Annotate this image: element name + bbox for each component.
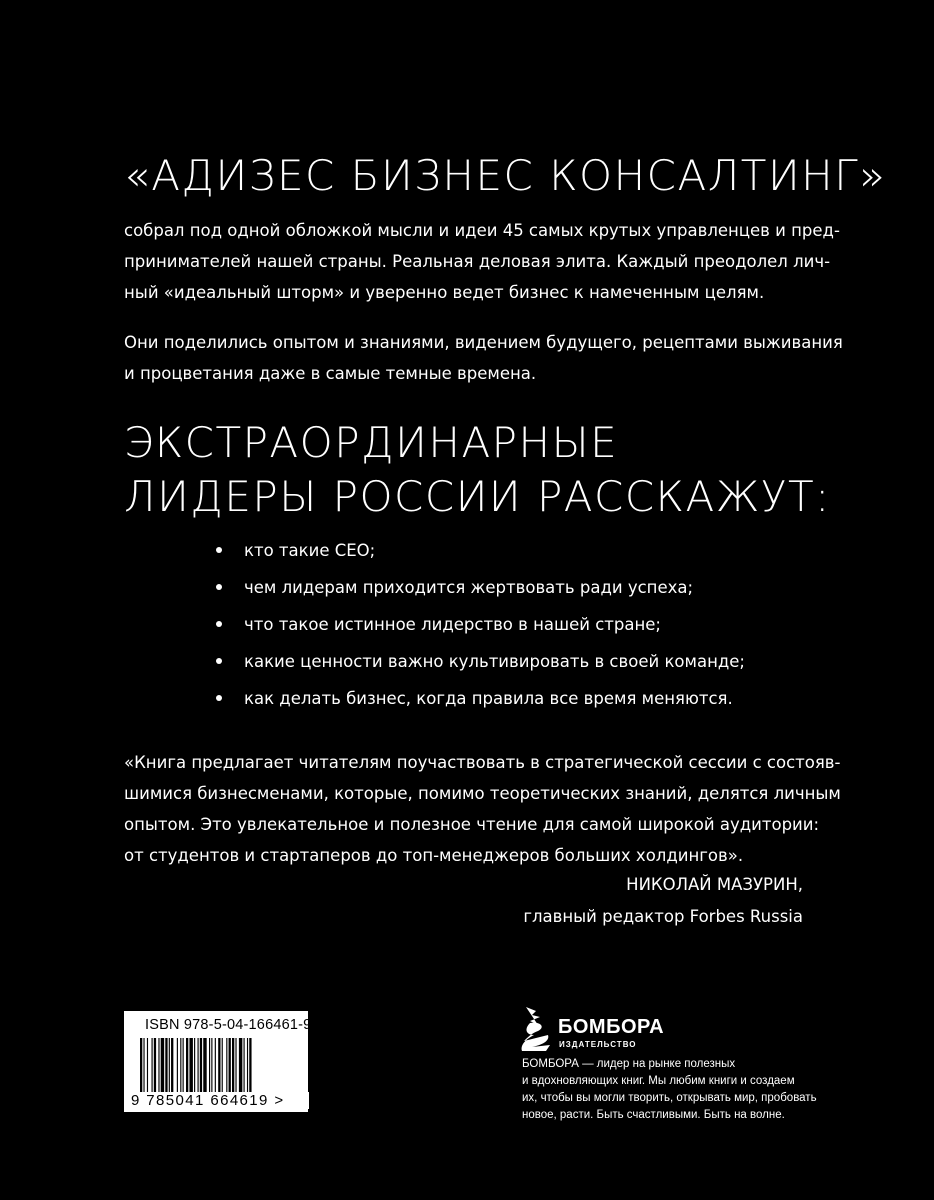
shared-paragraph xyxy=(124,327,843,389)
intro-line: принимателей нашей страны. Реальная деловая элита. Каждый преодолел лич- xyxy=(124,252,831,271)
bullet-icon xyxy=(216,584,222,590)
headline: «АДИЗЕС БИЗНЕС КОНСАЛТИНГ» xyxy=(124,151,887,200)
subheadline xyxy=(124,416,844,524)
bullet-icon xyxy=(216,621,222,627)
quote-line: «Книга предлагает читателям поучаствовать в стратегической сессии с состояв- xyxy=(124,753,841,772)
barcode xyxy=(124,1011,312,1112)
about-line: и вдохновляющих книг. Мы любим книги и создаем xyxy=(522,1075,795,1087)
isbn-number: ISBN 978-5-04-166461-9 xyxy=(145,1017,312,1033)
quote-line: от студентов и стартаперов до топ-менеджеров больших холдингов». xyxy=(124,846,744,865)
topics-list xyxy=(214,532,745,717)
shared-line: Они поделились опытом и знаниями, видением будущего, рецептами выживания xyxy=(124,333,843,352)
bullet-icon xyxy=(216,547,222,553)
intro-line: ный «идеальный шторм» и уверенно ведет бизнес к намеченным целям. xyxy=(124,283,765,302)
review-quote xyxy=(124,747,841,871)
publisher-name: БОМБОРА xyxy=(558,1016,665,1038)
quote-author xyxy=(523,869,803,933)
subheadline-line: ЛИДЕРЫ РОССИИ РАССКАЖУТ: xyxy=(124,472,831,521)
author-title: главный редактор Forbes Russia xyxy=(523,907,803,926)
intro-line: собрал под одной обложкой мысли и идеи 45 самых крутых управленцев и пред- xyxy=(124,221,840,240)
quote-line: шимися бизнесменами, которые, помимо теоретических знаний, делятся личным xyxy=(124,784,841,803)
list-item: чем лидерам приходится жертвовать ради успеха; xyxy=(214,569,745,606)
ean-number: 9 785041 664619 > xyxy=(129,1092,309,1109)
bullet-icon xyxy=(216,658,222,664)
shared-line: и процветания даже в самые темные времена. xyxy=(124,364,537,383)
list-item: кто такие CEO; xyxy=(214,532,745,569)
bullet-icon xyxy=(216,695,222,701)
quote-line: опытом. Это увлекательное и полезное чтение для самой широкой аудитории: xyxy=(124,815,820,834)
publisher-about xyxy=(522,1056,817,1124)
list-item: как делать бизнес, когда правила все время меняются. xyxy=(214,680,745,717)
about-line: БОМБОРА — лидер на рынке полезных xyxy=(522,1058,736,1070)
list-item: какие ценности важно культивировать в своей команде; xyxy=(214,643,745,680)
intro-paragraph xyxy=(124,215,840,308)
publisher-subtitle: ИЗДАТЕЛЬСТВО xyxy=(559,1040,637,1049)
about-line: их, чтобы вы могли творить, открывать мир, пробовать xyxy=(522,1092,817,1104)
barcode-bars xyxy=(138,1038,296,1099)
about-line: новое, расти. Быть счастливыми. Быть на волне. xyxy=(522,1109,785,1121)
list-item: что такое истинное лидерство в нашей стране; xyxy=(214,606,745,643)
author-name: НИКОЛАЙ МАЗУРИН, xyxy=(626,875,803,894)
bombora-logo-icon xyxy=(520,1005,554,1053)
subheadline-line: ЭКСТРАОРДИНАРНЫЕ xyxy=(124,418,619,467)
